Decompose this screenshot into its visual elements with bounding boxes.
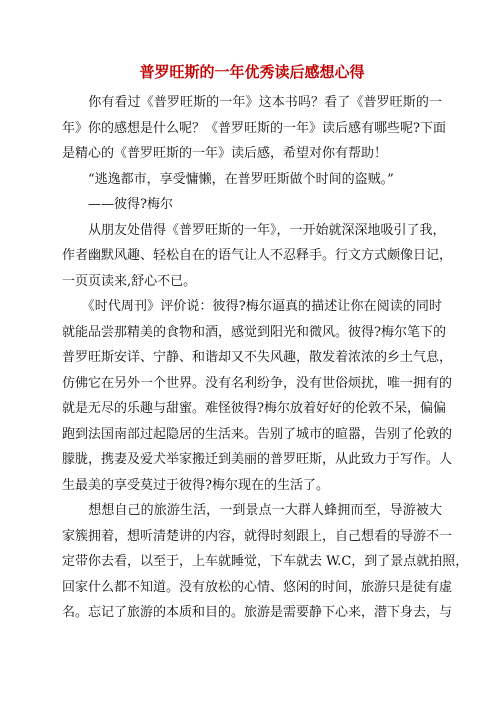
document-page <box>62 62 469 626</box>
text-line: 你有看过《普罗旺斯的一年》这本书吗？看了《普罗旺斯的一 <box>62 95 442 110</box>
text-line: ——彼得?梅尔 <box>62 197 173 212</box>
text-line: 《时代周刊》评价说：彼得?梅尔逼真的描述让你在阅读的同时 <box>62 299 442 314</box>
document-body <box>62 90 469 626</box>
text-line: 朦胧，携妻及爱犬举家搬迁到美丽的普罗旺斯，从此致力于写作。人 <box>62 452 453 467</box>
paragraph-3 <box>62 294 453 498</box>
text-line: 跑到法国南部过起隐居的生活来。告别了城市的暄嚣，告别了伦敦的 <box>62 426 453 442</box>
text-line: 普罗旺斯安详、宁静、和谐却又不失风趣，散发着浓浓的乡土气息， <box>62 350 453 365</box>
text-line: 一页页读来,舒心不已。 <box>62 273 197 289</box>
paragraph-2 <box>62 218 453 295</box>
text-line: 生最美的享受莫过于彼得?梅尔现在的生活了。 <box>62 477 329 493</box>
document-title: 普罗旺斯的一年优秀读后感想心得 <box>139 63 365 81</box>
text-line: 想想自己的旅游生活，一到景点一大群人蜂拥而至，导游被大 <box>62 503 442 518</box>
text-line: 家簇拥着，想听清楚讲的内容，就得时刻跟上，自己想看的导游不一 <box>62 528 453 544</box>
intro-paragraph <box>62 90 446 167</box>
text-line: 就是无尽的乐趣与甜蜜。难怪彼得?梅尔放着好好的伦敦不呆，偏偏 <box>62 401 446 416</box>
paragraph-4 <box>62 498 469 626</box>
text-line: 年》你的感想是什么呢？《普罗旺斯的一年》读后感有哪些呢?下面 <box>62 120 446 136</box>
text-line: 就能品尝那精美的食物和酒，感觉到阳光和微风。彼得?梅尔笔下的 <box>62 324 446 340</box>
quote-paragraph <box>62 167 442 193</box>
text-line: 回家什么都不知道。没有放松的心情、悠闲的时间，旅游只是徒有虚 <box>62 579 453 595</box>
text-line: “逃逸都市，享受慵懒，在普罗旺斯做个时间的盗贼。” <box>62 171 394 187</box>
text-line: 仿佛它在另外一个世界。没有名利纷争，没有世俗烦扰，唯一拥有的 <box>62 375 453 391</box>
text-line: 作者幽默风趣、轻松自在的语气让人不忍释手。行文方式颇像日记， <box>62 248 453 263</box>
text-line: 名。忘记了旅游的本质和目的。旅游是需要静下心来，潜下身去，与 <box>62 605 453 620</box>
quote-attribution <box>62 192 442 218</box>
text-line: 是精心的《普罗旺斯的一年》读后感，希望对你有帮助！ <box>62 146 388 161</box>
text-line: 从朋友处借得《普罗旺斯的一年》，一开始就深深地吸引了我， <box>62 222 446 238</box>
text-line: 定带你去看，以至于，上车就睡觉，下车就去 W.C，到了景点就拍照， <box>62 554 469 569</box>
